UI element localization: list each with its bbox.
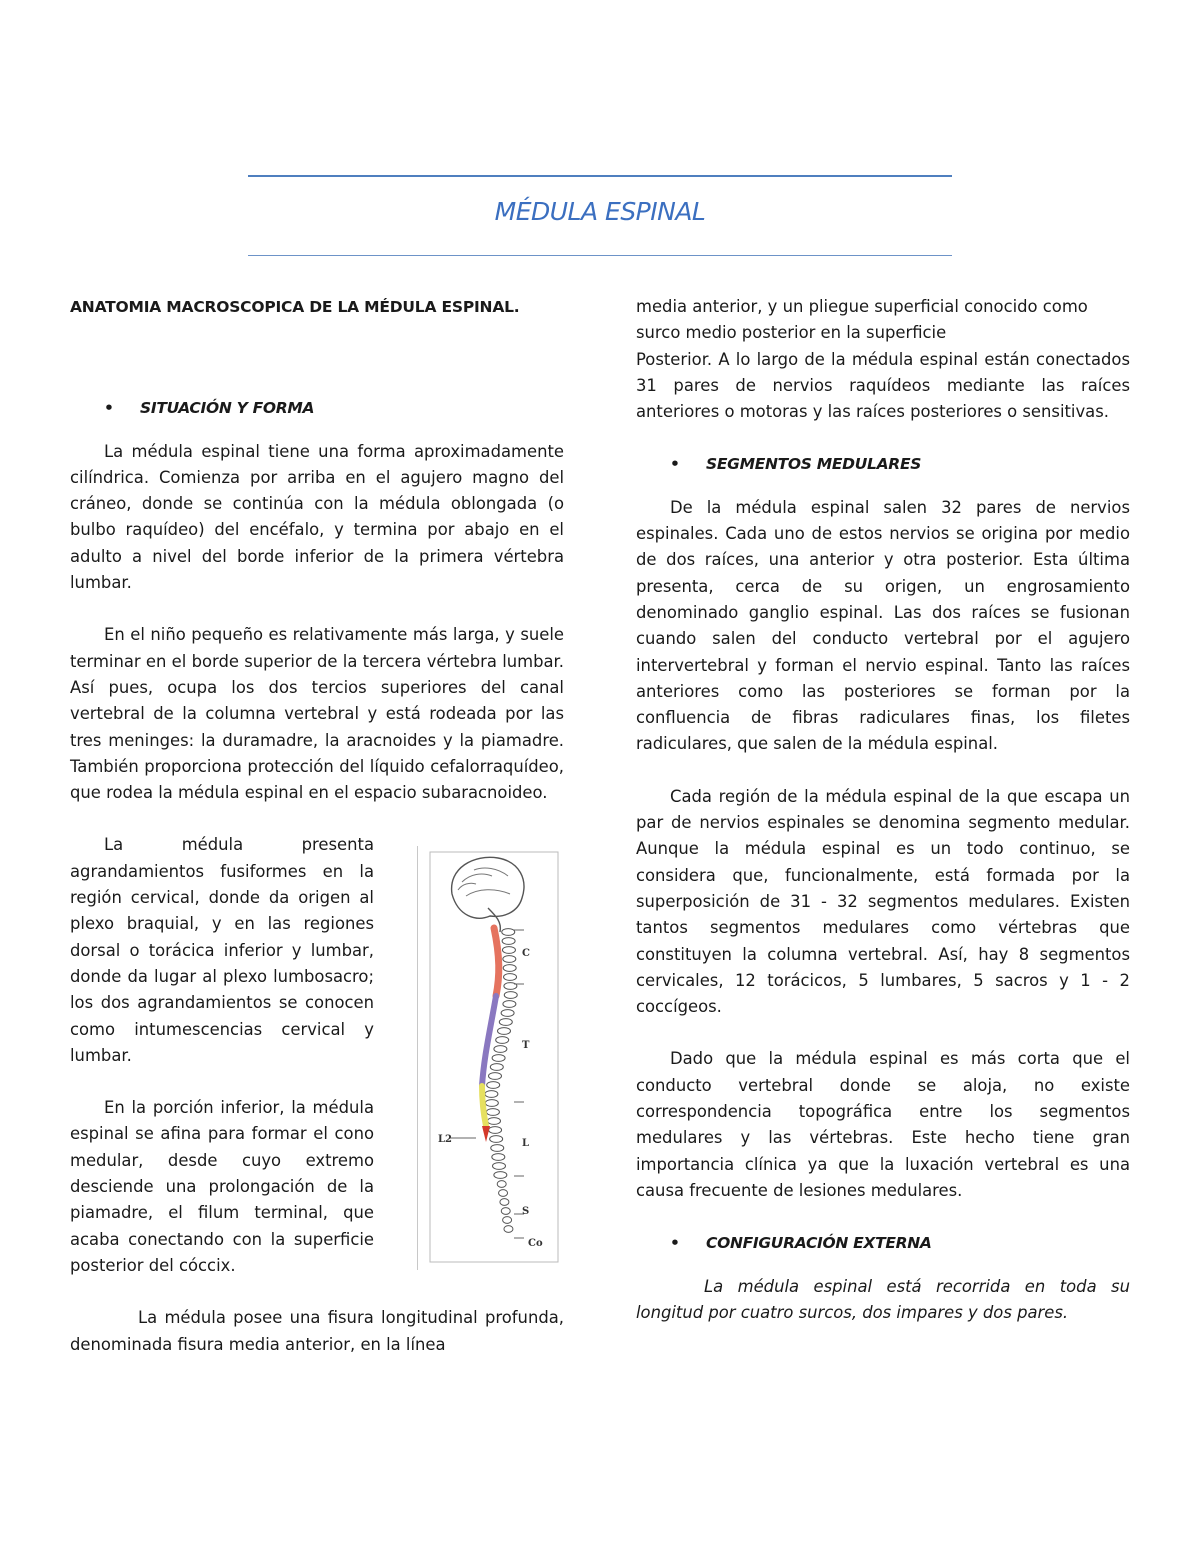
vertebra [492, 1055, 505, 1062]
vertebra [487, 1082, 500, 1089]
title-bottom-rule [248, 255, 952, 256]
paragraph: De la médula espinal salen 32 pares de nervios espinales. Cada uno de estos nervios se origina por medio de dos raíces, una anterior y otra posterior. Esta última presenta, cerca de su origen, un engrosamiento denominado ganglio espinal. Las dos raíces se fusionan cuando salen del conducto vertebral por el agujero intervertebral y forman el nervio espinal. Tanto las raíces anteriores como las posteriores se forman por la confluencia de fibras radiculares finas, los filetes radiculares, que salen de la médula espinal. [636, 497, 1130, 754]
vertebra [498, 1028, 511, 1035]
right-column [636, 294, 1130, 1326]
section-heading-label: SEGMENTOS MEDULARES [706, 455, 922, 474]
section-heading-label: SITUACIÓN Y FORMA [140, 399, 315, 418]
paragraph: La médula espinal está recorrida en toda su longitud por cuatro surcos, dos impares y dos pares. [636, 1276, 1130, 1322]
figure-section [70, 832, 564, 1279]
vertebra [490, 1136, 503, 1143]
label-l2: L2 [438, 1134, 452, 1146]
vertebra [485, 1091, 498, 1098]
vertebra [502, 929, 515, 936]
paragraph: La médula posee una fisura longitudinal profunda, denominada fisura media anterior, en la línea [70, 1308, 564, 1354]
paragraph: La médula presenta agrandamientos fusiformes en la región cervical, donde da origen al plexo braquial, y en las regiones dorsal o torácica inferior y lumbar, donde da lugar al plexo lumbosacro; los dos agrandamientos se conocen como intumescencias cervical y lumbar. [70, 835, 374, 1065]
section-heading-label: CONFIGURACIÓN EXTERNA [706, 1234, 932, 1253]
vertebra [497, 1181, 506, 1188]
vertebra [499, 1190, 508, 1197]
vertebra [500, 1199, 509, 1206]
vertebra [486, 1109, 499, 1116]
vertebra [501, 1208, 510, 1215]
left-column [70, 294, 564, 1358]
bullet-icon: • [670, 1234, 680, 1253]
section-heading-situacion [70, 395, 564, 421]
conus-segment [482, 1126, 490, 1142]
vertebra [504, 974, 517, 981]
paragraph: Dado que la médula espinal es más corta que el conducto vertebral donde se aloja, no existe correspondencia topográfica entre los segmentos medulares y las vértebras. Este hecho tiene gran importancia clínica ya que la luxación vertebral es una causa frecuente de lesiones medulares. [636, 1049, 1130, 1200]
vertebra [501, 1010, 514, 1017]
vertebra [493, 1163, 506, 1170]
paragraph: La médula espinal tiene una forma aproximadamente cilíndrica. Comienza por arriba en el agujero magno del cráneo, donde se continúa con la médula oblongada (o bulbo raquídeo) del encéfalo, y termina por abajo en el adulto a nivel del borde inferior de la primera vértebra lumbar. [70, 441, 564, 593]
vertebra [496, 1037, 509, 1044]
paragraph: Posterior. A lo largo de la médula espinal están conectados 31 pares de nervios raquídeos mediante las raíces anteriores o motoras y las raíces posteriores o sensitivas. [636, 349, 1130, 422]
cervical-segment [494, 928, 499, 996]
vertebra [502, 938, 515, 945]
title-top-rule [248, 175, 952, 177]
paragraph: Cada región de la médula espinal de la que escapa un par de nervios espinales se denomina segmento medular. Aunque la médula espinal es un todo continuo, se considera que, funcionalmente, está formada por la superposición de 31 - 32 segmentos medulares. Existen tantos segmentos medulares como vértebras que constituyen la columna vertebral. Así, hay 8 segmentos cervicales, 12 torácicos, 5 lumbares, 5 sacros y 1 - 2 coccígeos. [636, 786, 1130, 1017]
vertebra [503, 965, 516, 972]
label-lumbar: L [522, 1138, 530, 1150]
vertebra [503, 956, 516, 963]
main-heading: ANATOMIA MACROSCOPICA DE LA MÉDULA ESPINAL. [70, 298, 520, 316]
vertebra [502, 947, 515, 954]
vertebra [491, 1145, 504, 1152]
spinal-cord-illustration [418, 846, 562, 1270]
vertebra [490, 1064, 503, 1071]
vertebra [489, 1127, 502, 1134]
spinal-cord-figure [417, 846, 562, 1270]
vertebra [494, 1046, 507, 1053]
vertebra [499, 1019, 512, 1026]
paragraph: En el niño pequeño es relativamente más larga, y suele terminar en el borde superior de la tercera vértebra lumbar. Así pues, ocupa los dos tercios superiores del canal vertebral de la columna vertebral y está rodeada por las tres meninges: la duramadre, la aracnoides y la piamadre. También proporciona protección del líquido cefalorraquídeo, que rodea la médula espinal en el espacio subaracnoideo. [70, 625, 564, 803]
vertebra [492, 1154, 505, 1161]
section-heading-segmentos [636, 451, 1130, 477]
bullet-icon: • [104, 399, 114, 418]
vertebra [504, 1226, 513, 1233]
vertebra [489, 1073, 502, 1080]
vertebra [504, 992, 517, 999]
section-heading-configuracion [636, 1230, 1130, 1256]
vertebra [503, 1001, 516, 1008]
vertebra [488, 1118, 501, 1125]
document-title: MÉDULA ESPINAL [494, 197, 706, 226]
label-cervical: C [522, 948, 530, 960]
label-sacral: S [522, 1206, 530, 1218]
vertebra [503, 1217, 512, 1224]
label-coccyx: Co [528, 1238, 543, 1250]
bullet-icon: • [670, 455, 680, 474]
vertebra [485, 1100, 498, 1107]
vertebra [494, 1172, 507, 1179]
label-thoracic: T [522, 1040, 530, 1052]
paragraph: En la porción inferior, la médula espinal se afina para formar el cono medular, desde cuyo extremo desciende una prolongación de la piamadre, el filum terminal, que acaba conectando con la superficie posterior del cóccix. [70, 1098, 374, 1275]
paragraph: media anterior, y un pliegue superficial conocido como surco medio posterior en la superficie [636, 297, 1088, 343]
